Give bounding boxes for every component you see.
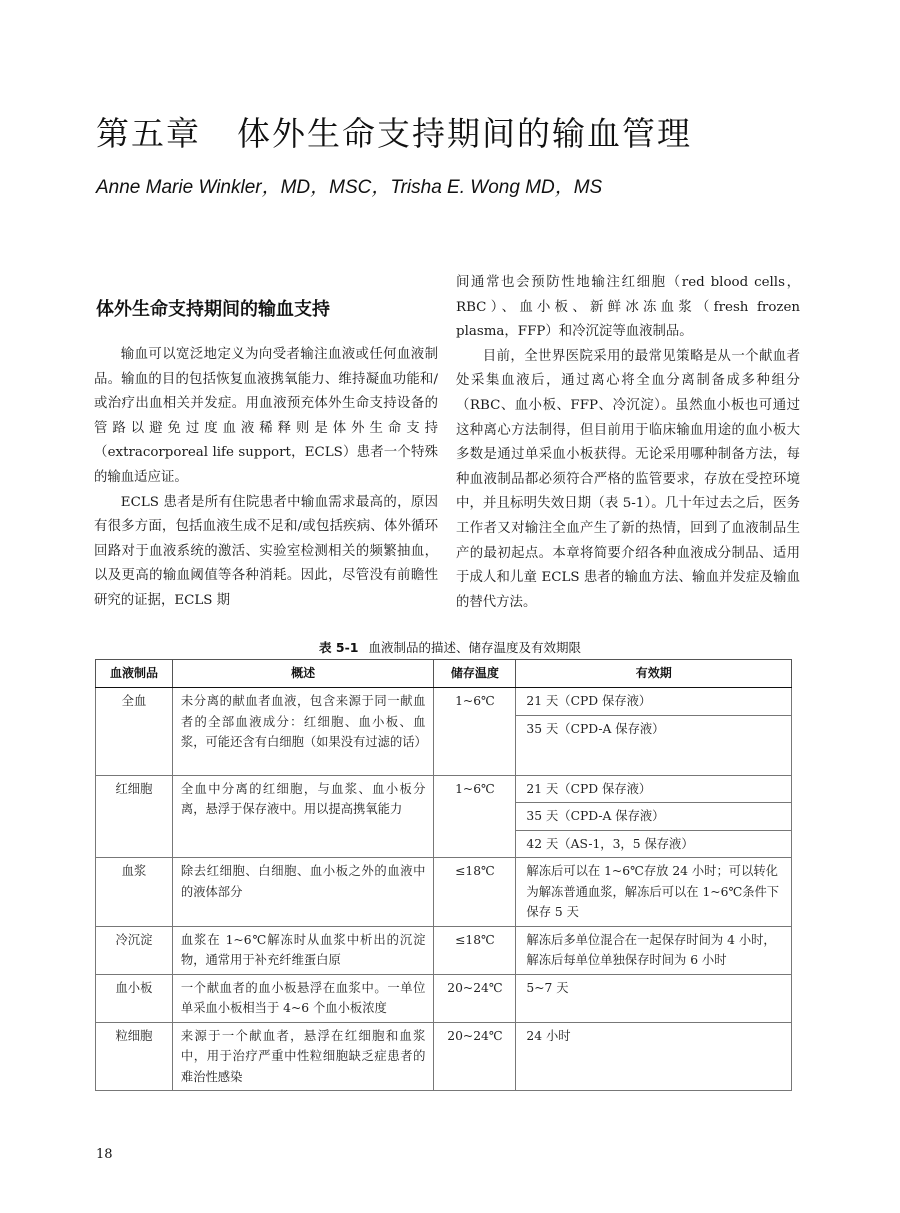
blood-products-table: [95, 659, 792, 1091]
header-description: 概述: [172, 660, 434, 688]
cell-description: 来源于一个献血者，悬浮在红细胞和血浆中，用于治疗严重中性粒细胞缺乏症患者的难治性感染: [172, 1022, 434, 1091]
table-row: [96, 974, 792, 1022]
right-column: [456, 271, 800, 615]
cell-temperature: 20~24℃: [434, 1022, 516, 1091]
table-caption-text: 血液制品的描述、储存温度及有效期限: [368, 640, 581, 655]
chapter-title: [96, 108, 692, 155]
cell-description: 血浆在 1~6℃解冻时从血浆中析出的沉淀物，通常用于补充纤维蛋白原: [172, 926, 434, 974]
header-temperature: 储存温度: [434, 660, 516, 688]
chapter-number: 第五章: [96, 114, 201, 153]
body-paragraph-continuation: 间通常也会预防性地输注红细胞（red blood cells，RBC）、血小板、新鲜冰冻血浆（fresh frozen plasma，FFP）和冷沉淀等血液制品。: [456, 275, 800, 340]
cell-shelf-life: 24 小时: [516, 1022, 792, 1091]
cell-description: 未分离的献血者血液，包含来源于同一献血者的全部血液成分：红细胞、血小板、血浆，可能还含有白细胞（如果没有过滤的话）: [172, 688, 434, 776]
table-row: [96, 926, 792, 974]
cell-shelf-life: 42 天（AS-1，3，5 保存液）: [516, 830, 792, 858]
table-row: [96, 775, 792, 803]
cell-description: 全血中分离的红细胞，与血浆、血小板分离，悬浮于保存液中。用以提高携氧能力: [172, 775, 434, 858]
table-row: [96, 688, 792, 716]
table-row: [96, 858, 792, 927]
cell-shelf-life: 解冻后可以在 1~6℃存放 24 小时；可以转化为解冻普通血浆，解冻后可以在 1~6℃条件下保存 5 天: [516, 858, 792, 927]
table-header-row: [96, 660, 792, 688]
cell-temperature: ≤18℃: [434, 926, 516, 974]
page-number: 18: [96, 1147, 113, 1162]
body-paragraph: 输血可以宽泛地定义为向受者输注血液或任何血液制品。输血的目的包括恢复血液携氧能力、维持凝血功能和/或治疗出血相关并发症。用血液预充体外生命支持设备的管路以避免过度血液稀释则是体外生命支持（extracorporeal life support，ECLS）患者一个特殊的输血适应证。: [94, 347, 438, 485]
cell-temperature: 1~6℃: [434, 775, 516, 858]
cell-temperature: 20~24℃: [434, 974, 516, 1022]
cell-temperature: 1~6℃: [434, 688, 516, 776]
cell-description: 除去红细胞、白细胞、血小板之外的血液中的液体部分: [172, 858, 434, 927]
section-heading: 体外生命支持期间的输血支持: [96, 299, 330, 320]
cell-product: 冷沉淀: [96, 926, 173, 974]
cell-shelf-life: 35 天（CPD-A 保存液）: [516, 715, 792, 775]
table-caption-number: 表 5-1: [319, 640, 359, 655]
cell-temperature: ≤18℃: [434, 858, 516, 927]
cell-shelf-life: 解冻后多单位混合在一起保存时间为 4 小时，解冻后每单位单独保存时间为 6 小时: [516, 926, 792, 974]
cell-shelf-life: 5~7 天: [516, 974, 792, 1022]
table-row: [96, 1022, 792, 1091]
chapter-title-text: 体外生命支持期间的输血管理: [237, 114, 692, 153]
body-paragraph: 目前，全世界医院采用的最常见策略是从一个献血者处采集血液后，通过离心将全血分离制备成多种组分（RBC、血小板、FFP、冷沉淀）。虽然血小板也可通过这种离心方法制得，但目前用于临床输血用途的血小板大多数是通过单采血小板获得。无论采用哪种制备方法，每种血液制品都必须符合严格的监管要求，存放在受控环境中，并且标明失效日期（表 5-1）。几十年过去之后，医务工作者又对输注全血产生了新的热情，回到了血液制品生产的最初起点。本章将简要介绍各种血液成分制品、适用于成人和儿童 ECLS 患者的输血方法、输血并发症及输血的替代方法。: [456, 348, 800, 610]
cell-description: 一个献血者的血小板悬浮在血浆中。一单位单采血小板相当于 4~6 个血小板浓度: [172, 974, 434, 1022]
cell-product: 血浆: [96, 858, 173, 927]
table-caption: [0, 638, 900, 656]
cell-shelf-life: 35 天（CPD-A 保存液）: [516, 803, 792, 831]
left-column: [94, 343, 438, 614]
cell-product: 全血: [96, 688, 173, 776]
cell-product: 血小板: [96, 974, 173, 1022]
cell-product: 粒细胞: [96, 1022, 173, 1091]
cell-product: 红细胞: [96, 775, 173, 858]
cell-shelf-life: 21 天（CPD 保存液）: [516, 775, 792, 803]
body-paragraph: ECLS 患者是所有住院患者中输血需求最高的，原因有很多方面，包括血液生成不足和/或包括疾病、体外循环回路对于血液系统的激活、实验室检测相关的频繁抽血，以及更高的输血阈值等各种消耗。因此，尽管没有前瞻性研究的证据，ECLS 期: [94, 494, 438, 608]
chapter-authors: Anne Marie Winkler，MD，MSC，Trisha E. Wong MD，MS: [96, 177, 603, 198]
header-product: 血液制品: [96, 660, 173, 688]
cell-shelf-life: 21 天（CPD 保存液）: [516, 688, 792, 716]
header-shelf-life: 有效期: [516, 660, 792, 688]
